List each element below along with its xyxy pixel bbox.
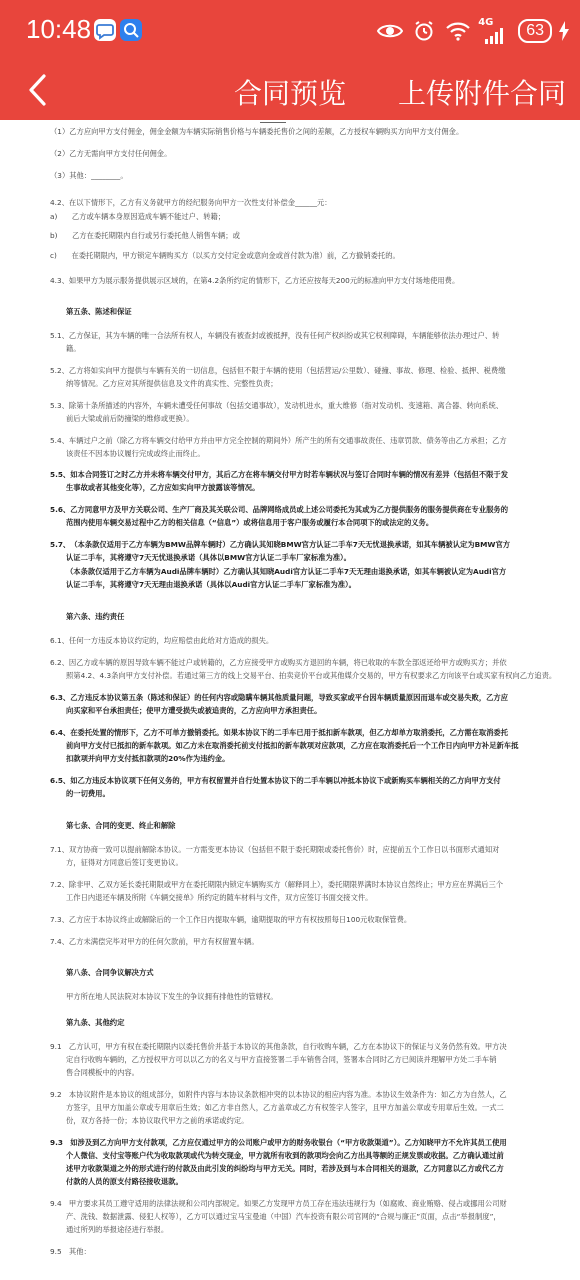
search-app-icon bbox=[120, 19, 142, 41]
document-line: 认证二手车，其将遵守7天无忧退换承诺（具体以BMW官方认证二手车厂家标准为准）。 bbox=[66, 553, 351, 562]
document-line: a) 乙方或车辆本身原因造成车辆不能过户、转籍； bbox=[50, 212, 226, 221]
document-line: 7.4、乙方未满偿完毕对甲方的任何欠款前，甲方有权留置车辆。 bbox=[50, 937, 259, 946]
eye-icon bbox=[376, 17, 404, 45]
upload-attachment-contract-button[interactable]: 上传附件合同 bbox=[397, 77, 566, 110]
document-line: 6.4、在委托处置的情形下，乙方不可单方撤销委托。如果本协议下的二手车已用于抵扣新车款项，但乙方却单方取消委托，乙方需在取消委托 bbox=[50, 728, 509, 737]
document-line: （2）乙方无需向甲方支付任何佣金。 bbox=[50, 149, 172, 158]
document-line: 向买家和平台承担责任；使甲方遭受损失或被追责的，乙方应向甲方承担责任。 bbox=[66, 706, 322, 715]
document-line: 认证二手车，其将遵守7天无理由退换承诺（具体以Audi官方认证二手车厂家标准为准）。 bbox=[66, 580, 356, 589]
document-line: 照第4.2、4.3条向甲方支付补偿。若通过第三方的线上交易平台、拍卖竞价平台或其他媒介交易的，甲方有权要求乙方向该平台或买家有权向乙方追责。 bbox=[66, 671, 557, 680]
document-line: 付款的人员的原支付路径接收退款。 bbox=[66, 1177, 183, 1186]
nav-bar bbox=[0, 60, 580, 120]
document-line: 5.5、如本合同签订之时乙方并未将车辆交付甲方，其后乙方在将车辆交付甲方时若车辆状况与签订合同时车辆的情况有差异（包括但不限于发 bbox=[50, 470, 509, 479]
document-line: 的一切费用。 bbox=[66, 789, 110, 798]
battery-level: 63 bbox=[518, 19, 552, 43]
status-icons bbox=[376, 14, 570, 48]
document-line: 第六条、违约责任 bbox=[66, 612, 125, 621]
document-line: （3）其他：________。 bbox=[50, 171, 128, 180]
document-line: 5.2、乙方将如实向甲方提供与车辆有关的一切信息，包括但不限于车辆的使用（包括营运/公里数）、碰撞、事故、修理、检验、抵押、税费缴 bbox=[50, 366, 506, 375]
document-line: 4.2、在以下情形下，乙方有义务就甲方的经纪服务向甲方一次性支付补偿金______元： bbox=[50, 198, 332, 207]
document-line: 第九条、其他约定 bbox=[66, 1018, 125, 1027]
document-line: 个人微信、支付宝等账户代为收取款项或代为转交现金，甲方就所有收到的款项均会向乙方出具等额的正规发票或收据。乙方确认通过前 bbox=[66, 1151, 504, 1160]
document-line: 工作日内退还车辆及所附《车辆交接单》所约定的随车材料与文件，双方应签订书面交接文件。 bbox=[66, 893, 373, 902]
document-line: 甲方所在地人民法院对本协议下发生的争议拥有排他性的管辖权。 bbox=[66, 992, 278, 1001]
status-time: 10:48 bbox=[26, 14, 92, 44]
document-line: 4.3、如果甲方为展示服务提供展示区域的，在第4.2条所约定的情形下，乙方还应按每天200元的标准向甲方支付场地使用费。 bbox=[50, 276, 460, 285]
document-line: 7.3、乙方应于本协议终止或解除后的一个工作日内提取车辆，逾期提取的甲方有权按照每日100元收取保管费。 bbox=[50, 915, 412, 924]
document-line: 方签字，且甲方加盖公章或专用章后生效；如乙方非自然人，乙方盖章或乙方有权签字人签字，且甲方加盖公章或专用章后生效。一式二 bbox=[66, 1103, 504, 1112]
document-line: 9.4 甲方要求其员工遵守适用的法律法规和公司内部规定。如果乙方发现甲方员工存在违法违规行为（如腐败、商业贿赂、侵占或挪用公司财 bbox=[50, 1199, 507, 1208]
document-line: 6.3、乙方违反本协议第五条（陈述和保证）的任何内容或隐瞒车辆其他质量问题，导致买家或平台因车辆质量原因而退车或交易失败，乙方应 bbox=[50, 693, 509, 702]
document-line: 第七条、合同的变更、终止和解除 bbox=[66, 821, 176, 830]
document-line: 6.5、如乙方违反本协议项下任何义务的，甲方有权留置并自行处置本协议下的二手车辆以冲抵本协议下或新购买车辆相关的乙方向甲方支付 bbox=[50, 776, 501, 785]
document-line: 第五条、陈述和保证 bbox=[66, 307, 132, 316]
document-line: 9.2 本协议附件是本协议的组成部分，如附件内容与本协议条款相冲突的以本协议的相应内容为准。本协议生效条件为：如乙方为自然人，乙 bbox=[50, 1090, 507, 1099]
alarm-icon bbox=[410, 17, 438, 45]
document-line: （本条款仅适用于乙方车辆为Audi品牌车辆时）乙方确认其知晓Audi官方认证二手车7天无理由退换承诺，如其车辆被认定为Audi官方 bbox=[66, 567, 507, 576]
document-line: 7.1、双方协商一致可以提前解除本协议。一方需变更本协议（包括但不限于委托期限或委托售价）时，应提前五个工作日以书面形式通知对 bbox=[50, 845, 500, 854]
document-line: b) 乙方在委托期限内自行或另行委托他人销售车辆；或 bbox=[50, 231, 240, 240]
document-line: 份，双方各持一份；本协议取代甲方之前的承诺或约定。 bbox=[66, 1116, 249, 1125]
contract-document[interactable] bbox=[0, 120, 580, 1280]
document-line: 售合同模板中的内容。 bbox=[66, 1068, 139, 1077]
page-title: 合同预览 bbox=[233, 77, 346, 110]
document-line: 生事故或者其他变化等），乙方应如实向甲方披露该等情况。 bbox=[66, 483, 260, 492]
document-line: 5.3、除第十条所描述的内容外，车辆未遭受任何事故（包括交通事故），发动机进水，重大维修（指对发动机、变速箱、离合器、转向系统、 bbox=[50, 401, 504, 410]
document-line: 扣款项并向甲方支付抵扣款项的20%作为违约金。 bbox=[66, 754, 230, 763]
document-line: 第八条、合同争议解决方式 bbox=[66, 968, 154, 977]
document-line: 述甲方收款渠道之外的形式进行的付款及由此引发的纠纷均与甲方无关。同时，若涉及到与本合同相关的退款，乙方同意以乙方或代乙方 bbox=[66, 1164, 504, 1173]
document-line: 9.3 如涉及到乙方向甲方支付款项，乙方应仅通过甲方的公司账户或甲方的财务收银台（“甲方收款渠道”）。乙方知晓甲方不允许其员工使用 bbox=[50, 1138, 507, 1147]
charging-icon bbox=[558, 17, 570, 45]
document-line: 5.6、乙方同意甲方及甲方关联公司、生产厂商及其关联公司、品牌网络成员或上述公司委托为其或为乙方提供服务的服务提供商在专业服务的 bbox=[50, 505, 509, 514]
document-line: 该责任不因本协议履行完成或终止而终止。 bbox=[66, 449, 205, 458]
status-bar bbox=[0, 0, 580, 60]
document-line: 5.1、乙方保证，其为车辆的唯一合法所有权人，车辆没有被查封或被抵押，没有任何产权纠纷或其它权利障碍，车辆能够依法办理过户、转 bbox=[50, 331, 500, 340]
signal-icon bbox=[478, 17, 512, 45]
document-line: 前后大梁或前后防撞梁的维修或更换）。 bbox=[66, 414, 194, 423]
document-line: 5.4、车辆过户之前（除乙方将车辆交付给甲方并由甲方完全控制的期间外）所产生的所有交通事故责任、违章罚款、债务等由乙方承担；乙方 bbox=[50, 436, 507, 445]
document-line: 7.2、除非甲、乙双方延长委托期限或甲方在委托期限内锁定车辆购买方（解释同上），委托期限界满时本协议自然终止；甲方应在界满后三个 bbox=[50, 880, 504, 889]
document-line: 纳等情况。乙方应对其所提供信息及文件的真实性、完整性负责； bbox=[66, 379, 278, 388]
document-line: 9.1 乙方认可，甲方有权在委托期限内以委托售价并基于本协议的其他条款，自行收购车辆，乙方在本协议下的保证与义务仍然有效。甲方决 bbox=[50, 1042, 507, 1051]
document-line: c) 在委托期限内，甲方锁定车辆购买方（以买方交付定金或意向金或首付款为准）前，乙方撤销委托的。 bbox=[50, 251, 400, 260]
wifi-icon bbox=[444, 17, 472, 45]
document-line: 籍。 bbox=[66, 344, 81, 353]
document-line: 6.1、任何一方违反本协议约定的，均应赔偿由此给对方造成的损失。 bbox=[50, 636, 274, 645]
document-line: 方，征得对方同意后签订变更协议。 bbox=[66, 858, 183, 867]
document-line: （1）乙方应向甲方支付佣金，佣金金额为车辆实际销售价格与车辆委托售价之间的差额，乙方授权车辆购买方向甲方支付佣金。 bbox=[50, 127, 464, 136]
document-line: 产、洗钱、数据泄露、侵犯人权等），乙方可以通过宝马宝曼迪（中国）汽车投资有限公司官网的“合规与廉正”页面，点击“举报制度”， bbox=[66, 1212, 501, 1221]
document-line: 范围内使用车辆交易过程中乙方的相关信息（“信息”）或将信息用于客户服务或履行本合同项下的或法定的义务。 bbox=[66, 518, 434, 527]
document-line: 6.2、因乙方或车辆的原因导致车辆不能过户或转籍的，乙方应接受甲方或购买方退回的车辆，将已收取的车款全部返还给甲方或购买方；并依 bbox=[50, 658, 507, 667]
document-top-divider bbox=[260, 122, 286, 123]
document-line: 9.5 其他： bbox=[50, 1247, 91, 1256]
document-line: 通过所列的举报途径进行举报。 bbox=[66, 1225, 169, 1234]
document-line: 定自行收购车辆的，乙方授权甲方可以以乙方的名义与甲方直接签署二手车销售合同，签署本合同时乙方已阅读并理解甲方处二手车销 bbox=[66, 1055, 497, 1064]
network-type: 4G bbox=[478, 17, 494, 28]
document-line: 前向甲方支付已抵扣的新车款项。如乙方未在取消委托前支付抵扣的新车款项对应款项，乙方应在取消委托后一个工作日内向甲方补足新车抵 bbox=[66, 741, 519, 750]
chat-bubble-app-icon bbox=[94, 19, 116, 41]
document-line: 5.7、 （本条款仅适用于乙方车辆为BMW品牌车辆时）乙方确认其知晓BMW官方认证二手车7天无忧退换承诺，如其车辆被认定为BMW官方 bbox=[50, 540, 511, 549]
